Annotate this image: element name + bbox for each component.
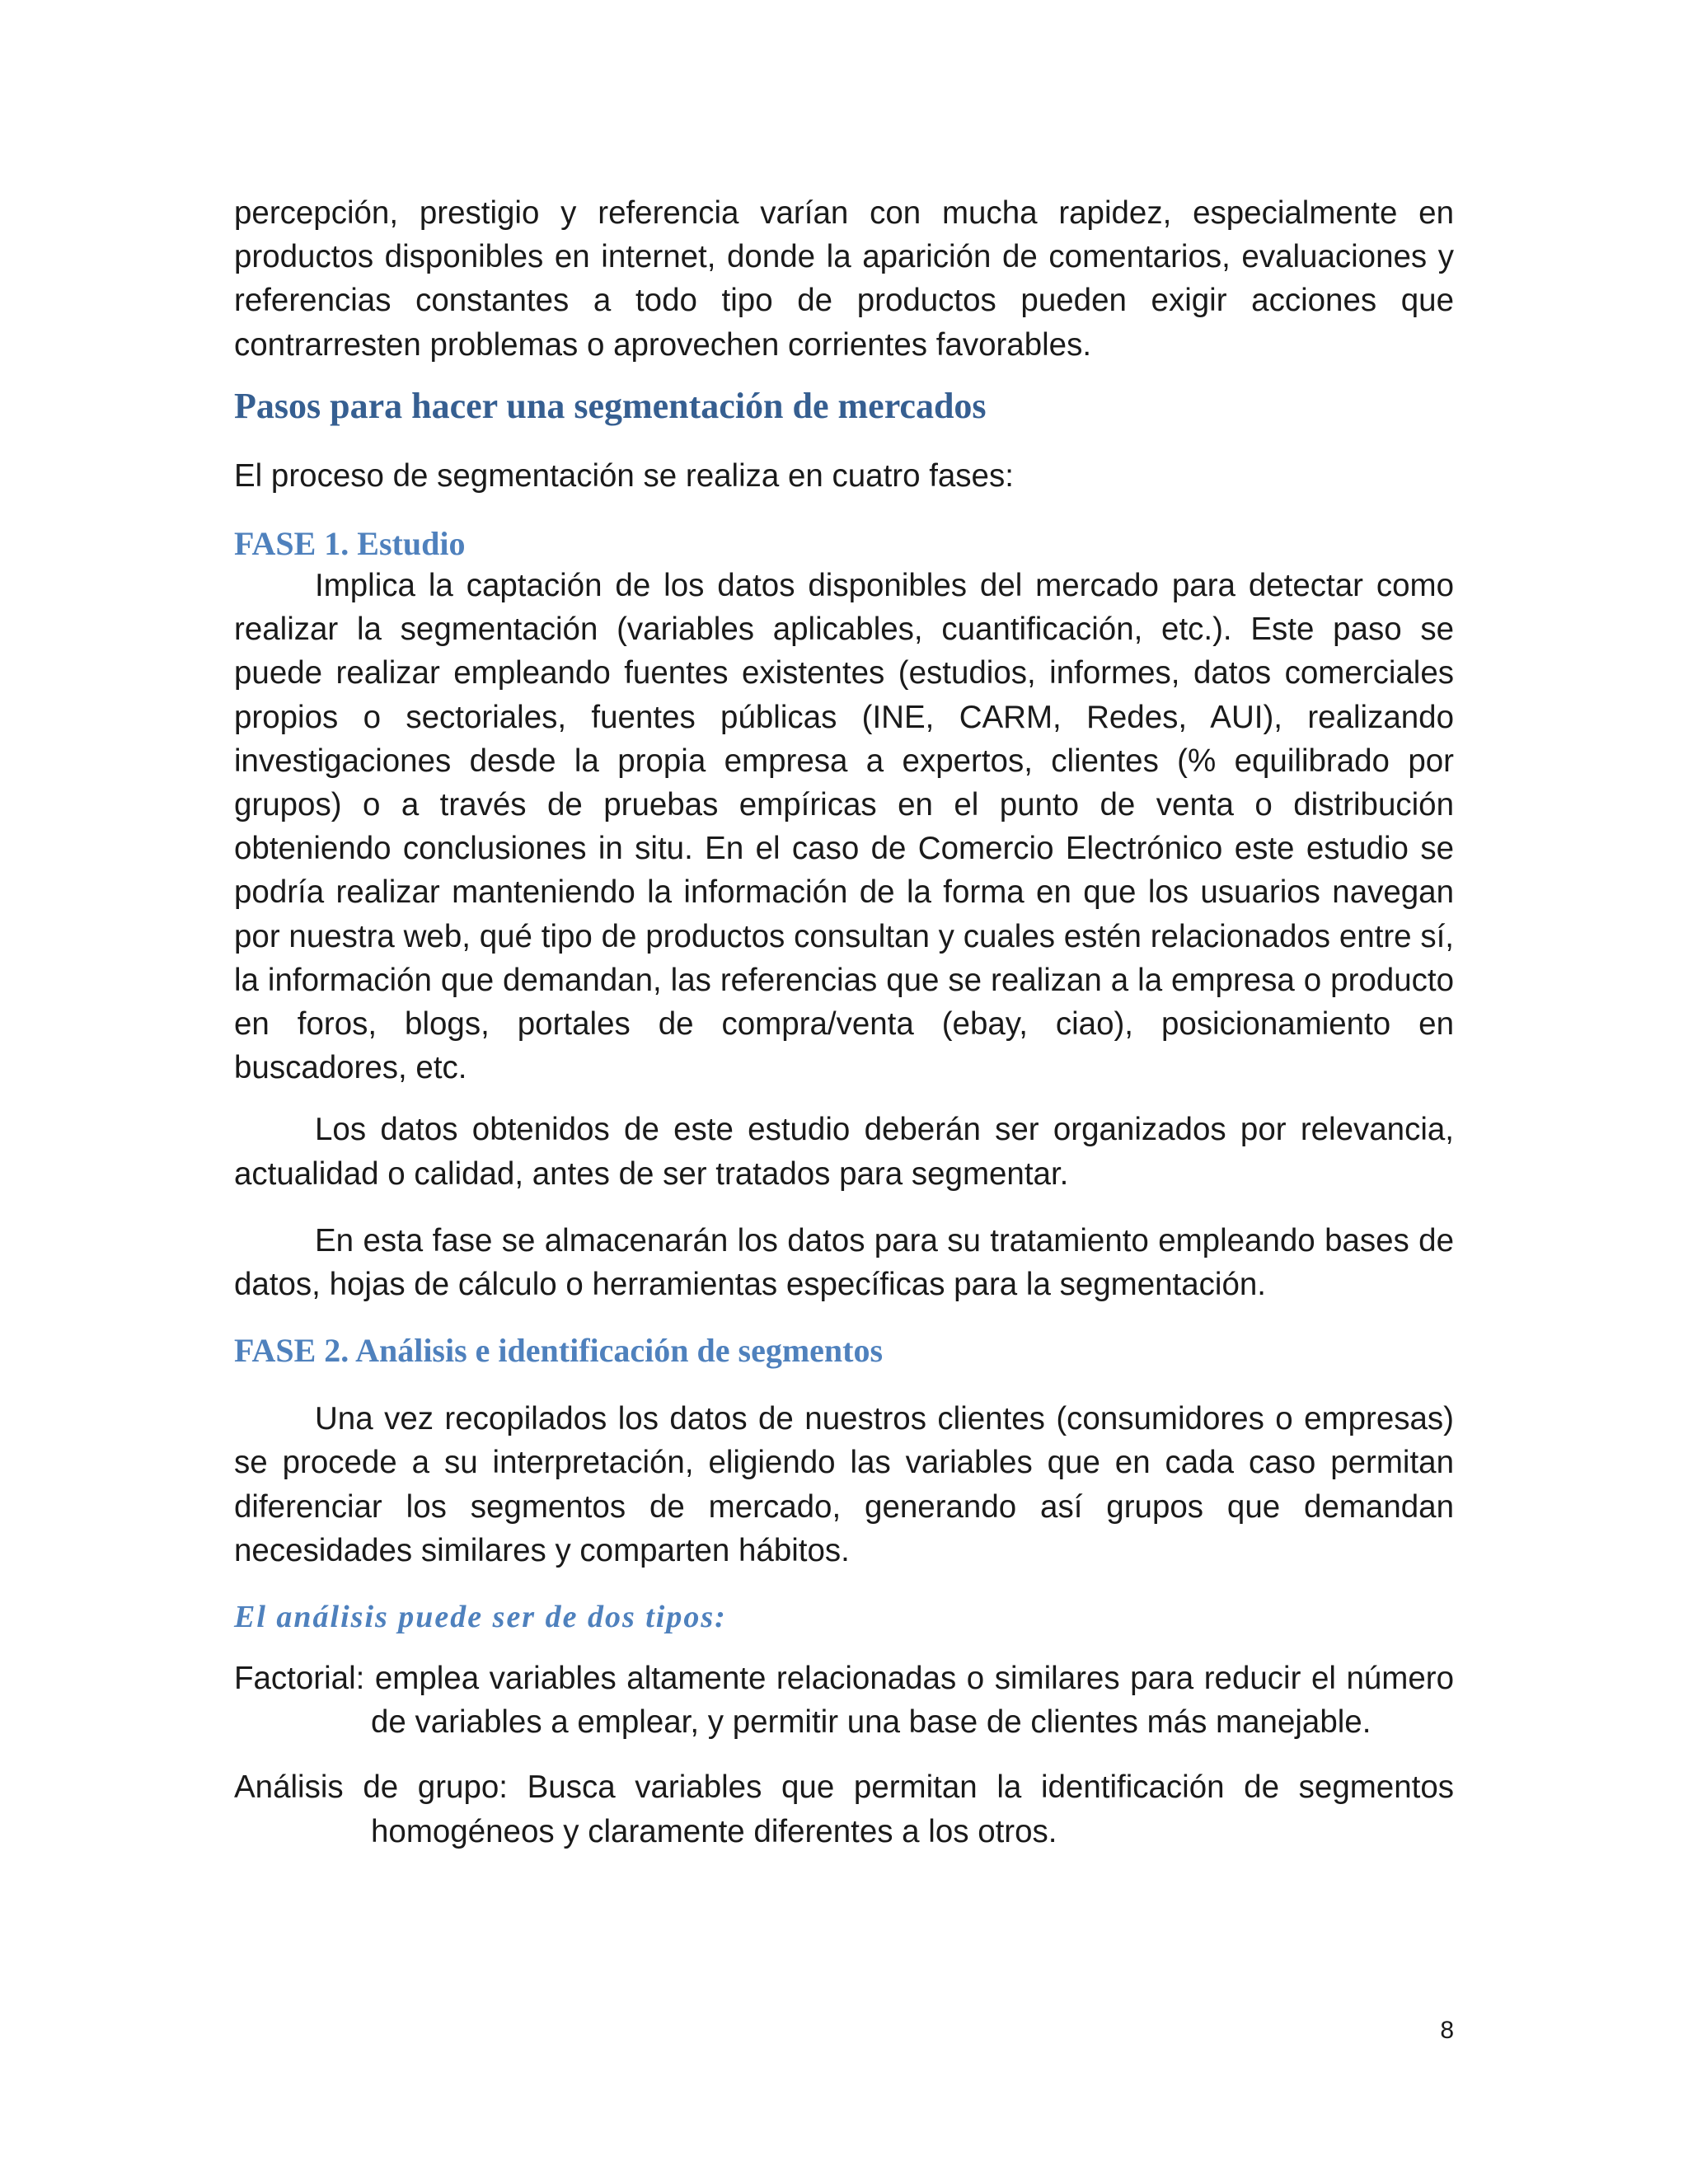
phase1-heading: FASE 1. Estudio (234, 525, 466, 563)
phase2-heading: FASE 2. Análisis e identificación de segmentos (234, 1332, 884, 1370)
phase1-paragraph-2: Los datos obtenidos de este estudio deberán ser organizados por relevancia, actualidad o calidad, antes de ser tratados para segmentar. (234, 1112, 1454, 1192)
section-heading: Pasos para hacer una segmentación de mercados (234, 385, 987, 426)
phase1-paragraph-1: Implica la captación de los datos disponibles del mercado para detectar como realizar la segmentación (variables aplicables, cuantificación, etc.). Este paso se puede realizar empleando fuentes existentes (estudios, informes, datos comerciales propios o sectoriales, fuentes públicas (INE, CARM, Redes, AUI), realizando investigaciones desde la propia empresa a expertos, clientes (% equilibrado por grupos) o a través de pruebas empíricas en el punto de venta o distribución obteniendo conclusiones in situ. En el caso de Comercio Electrónico este estudio se podría realizar manteniendo la información de la forma en que los usuarios navegan por nuestra web, qué tipo de productos consultan y cuales estén relacionados entre sí, la información que demandan, las referencias que se realizan a la empresa o producto en foros, blogs, portales de compra/venta (ebay, ciao), posicionamiento en buscadores, etc. (234, 568, 1454, 1086)
phase2-paragraph: Una vez recopilados los datos de nuestros clientes (consumidores o empresas) se procede a su interpretación, eligiendo las variables que en cada caso permitan diferenciar los segmentos de mercado, generando así grupos que demandan necesidades similares y comparten hábitos. (234, 1401, 1454, 1568)
page-number: 8 (1440, 2017, 1454, 2044)
intro-paragraph: percepción, prestigio y referencia varían con mucha rapidez, especialmente en productos disponibles en internet, donde la aparición de comentarios, evaluaciones y referencias constantes a todo tipo de productos pueden exigir acciones que contrarresten problemas o aprovechen corrientes favorables. (234, 195, 1454, 363)
analysis-types-heading: El análisis puede ser de dos tipos: (234, 1600, 727, 1635)
analysis-type-group: Análisis de grupo: Busca variables que permitan la identificación de segmentos homogéneos y claramente diferentes a los otros. (234, 1769, 1454, 1849)
section-intro: El proceso de segmentación se realiza en cuatro fases: (234, 457, 1014, 494)
analysis-type-factorial: Factorial: emplea variables altamente relacionadas o similares para reducir el número de variables a emplear, y permitir una base de clientes más manejable. (234, 1661, 1454, 1741)
document-page (234, 191, 1454, 1854)
phase1-paragraph-3: En esta fase se almacenarán los datos para su tratamiento empleando bases de datos, hojas de cálculo o herramientas específicas para la segmentación. (234, 1222, 1454, 1303)
